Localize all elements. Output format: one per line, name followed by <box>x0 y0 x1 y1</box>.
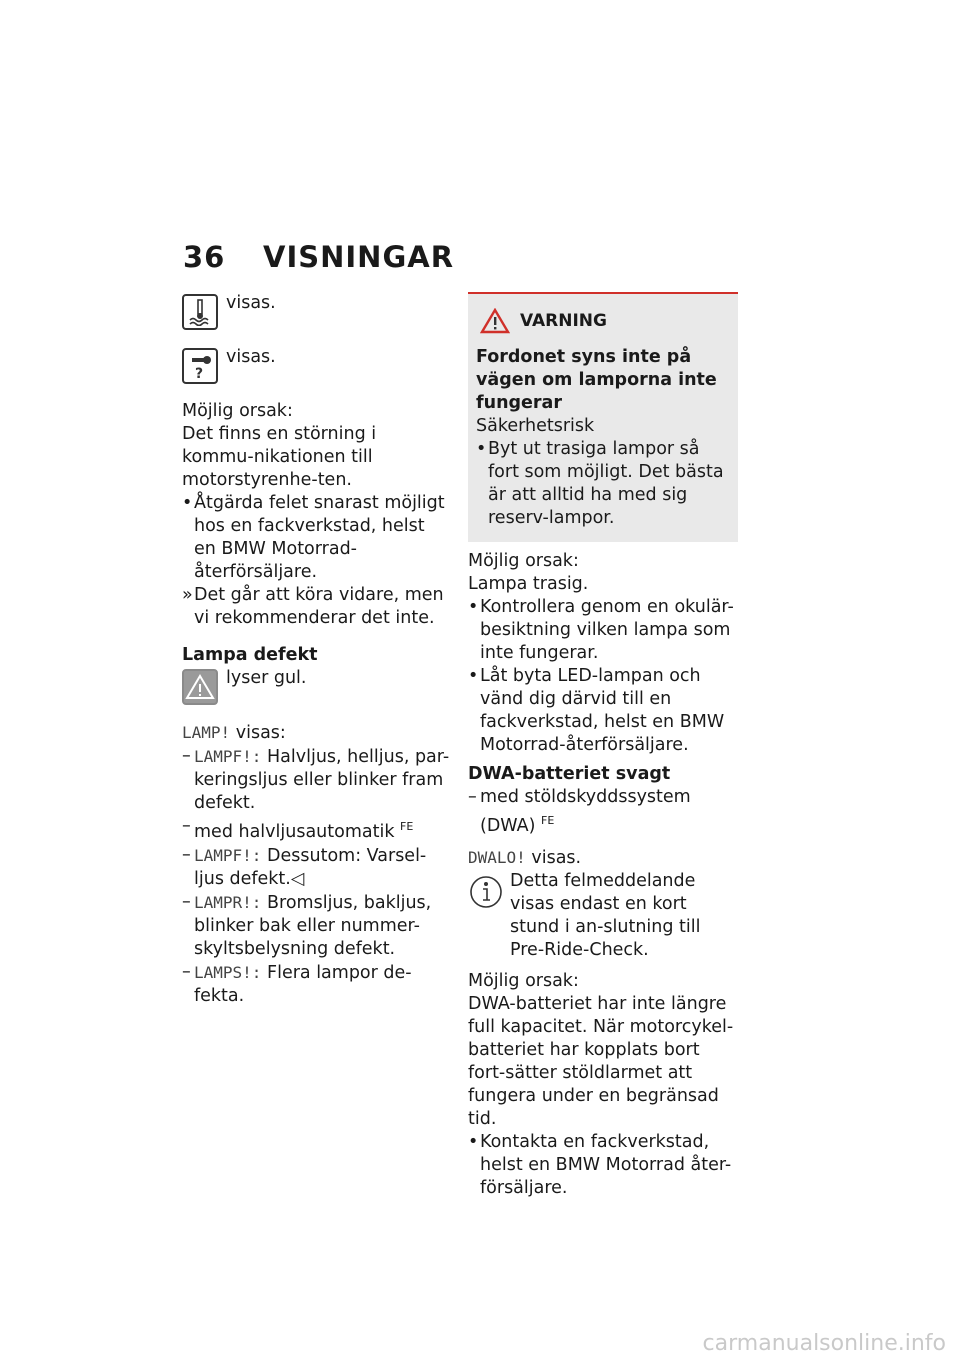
cause-text: Det finns en störning i kommu-nikationen till motorstyrenhe-ten. <box>182 424 377 490</box>
list-item: • Kontakta en fackverkstad, helst en BMW Motorrad åter-försäljare. <box>468 1131 732 1198</box>
dwa-code: DWALO! <box>468 847 526 867</box>
list-item: • Låt byta LED-lampan och vänd dig därvid till en fackverkstad, helst en BMW Motorrad-återförsäljare. <box>468 666 725 755</box>
key-question-icon <box>182 348 218 384</box>
list-item: – LAMPR!: Bromsljus, bakljus, blinker bak eller nummer-skyltsbelysning defekt. <box>182 891 432 959</box>
watermark: carmanualsonline.info <box>702 1331 946 1356</box>
warning-box <box>468 292 738 542</box>
list-item: – med halvljusautomatik $^{FE}$ <box>182 816 414 842</box>
bullet-icon: • <box>468 597 479 617</box>
key-icon-text: visas. <box>226 347 276 367</box>
warning-title: VARNING <box>476 308 728 334</box>
info-icon <box>468 874 504 917</box>
page-header <box>183 240 454 274</box>
warning-triangle-icon <box>480 308 510 334</box>
lamp-code: LAMP! <box>182 723 231 742</box>
key-warning-line <box>182 346 450 390</box>
info-note: Detta felmeddelande visas endast en kort stund i an-slutning till Pre-Ride-Check. <box>468 870 738 962</box>
list-item: – LAMPS!: Flera lampor de-fekta. <box>182 961 412 1006</box>
section-heading-lamp: Lampa defekt <box>182 645 318 665</box>
dwa-code-line: DWALO! visas. <box>468 847 582 868</box>
coolant-icon-text: visas. <box>226 293 276 313</box>
list-item: – med stöldskyddssystem (DWA) $^{FE}$ <box>468 787 691 836</box>
list-item: • Kontrollera genom en okulär-besiktning vilken lampa som inte fungerar. <box>468 597 734 663</box>
list-item: – LAMPF!: Dessutom: Varsel-ljus defekt.◁ <box>182 844 427 889</box>
list-item: • Byt ut trasiga lampor så fort som möjligt. Det bästa är att alltid ha med sig reserv-lampor. <box>476 439 724 528</box>
list-item: – LAMPF!: Halvljus, helljus, par-keringsljus eller blinker fram defekt. <box>182 746 450 813</box>
lamp-icon-text: lyser gul. <box>226 668 307 688</box>
lamp-warning-line <box>182 667 450 711</box>
page-number: 36 <box>183 240 226 274</box>
page-title: VISNINGAR <box>263 240 455 274</box>
warning-triangle-icon <box>182 669 218 705</box>
arrow-icon: » <box>182 585 193 605</box>
svg-text:?: ? <box>195 366 204 380</box>
bullet-icon: • <box>468 666 479 686</box>
bullet-icon: • <box>182 493 193 513</box>
lamp-code-line: LAMP! visas: <box>182 723 286 743</box>
coolant-warning-line <box>182 292 450 336</box>
cause-label: Möjlig orsak: <box>468 970 579 991</box>
left-column <box>182 292 450 1008</box>
cause-text: DWA-batteriet har inte längre full kapacitet. När motorcykel-batteriet har kopplats bort fort-sätter stöldlarmet att fungera under en begränsad tid. <box>468 993 734 1129</box>
cause-text: Lampa trasig. <box>468 574 589 594</box>
warning-subtitle: Fordonet syns inte på vägen om lamporna inte fungerar <box>476 347 717 413</box>
bullet-icon: • <box>476 439 487 459</box>
section-heading-dwa: DWA-batteriet svagt <box>468 764 671 784</box>
coolant-temperature-icon <box>182 294 218 330</box>
list-item: • Åtgärda felet snarast möjligt hos en fackverkstad, helst en BMW Motorrad-återförsäljare. <box>182 493 445 582</box>
cause-label: Möjlig orsak: <box>182 401 293 421</box>
bullet-icon: • <box>468 1131 479 1152</box>
warning-risk: Säkerhetsrisk <box>476 416 595 436</box>
list-item: » Det går att köra vidare, men vi rekommenderar det inte. <box>182 585 444 628</box>
right-column <box>468 292 738 1200</box>
cause-label: Möjlig orsak: <box>468 551 579 571</box>
